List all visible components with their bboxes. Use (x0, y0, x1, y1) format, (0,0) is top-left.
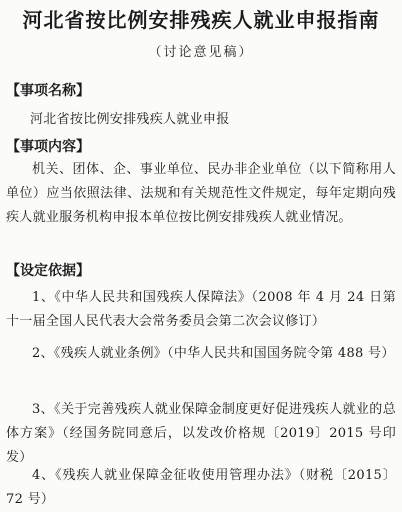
item-name-text: 河北省按比例安排残疾人就业申报 (30, 112, 230, 127)
legal-basis-item-4: 4、《残疾人就业保障金征收使用管理办法》（财税〔2015〕72 号） (6, 468, 396, 507)
section-heading-legal-basis: 【设定依据】 (6, 263, 90, 279)
legal-basis-item-2: 2、《残疾人就业条例》（中华人民共和国国务院令第 488 号） (32, 346, 395, 361)
section-heading-item-content: 【事项内容】 (6, 139, 90, 155)
legal-basis-item-3: 3、《关于完善残疾人就业保障金制度更好促进残疾人就业的总体方案》（经国务院同意后，以发改价格规〔2019〕2015 号印发） (6, 402, 396, 465)
legal-basis-item-1: 1、《中华人民共和国残疾人保障法》（2008 年 4 月 24 日第十一届全国人民代表大会常务委员会第二次会议修订） (6, 290, 396, 329)
document-subtitle: （讨论意见稿） (148, 45, 254, 60)
item-content-text: 机关、团体、企、事业单位、民办非企业单位（以下简称用人单位）应当依照法律、法规和有关规范性文件规定，每年定期向残疾人就业服务机构申报本单位按比例安排残疾人就业情况。 (6, 162, 396, 225)
document-title: 河北省按比例安排残疾人就业申报指南 (22, 8, 380, 32)
section-heading-item-name: 【事项名称】 (6, 83, 90, 99)
